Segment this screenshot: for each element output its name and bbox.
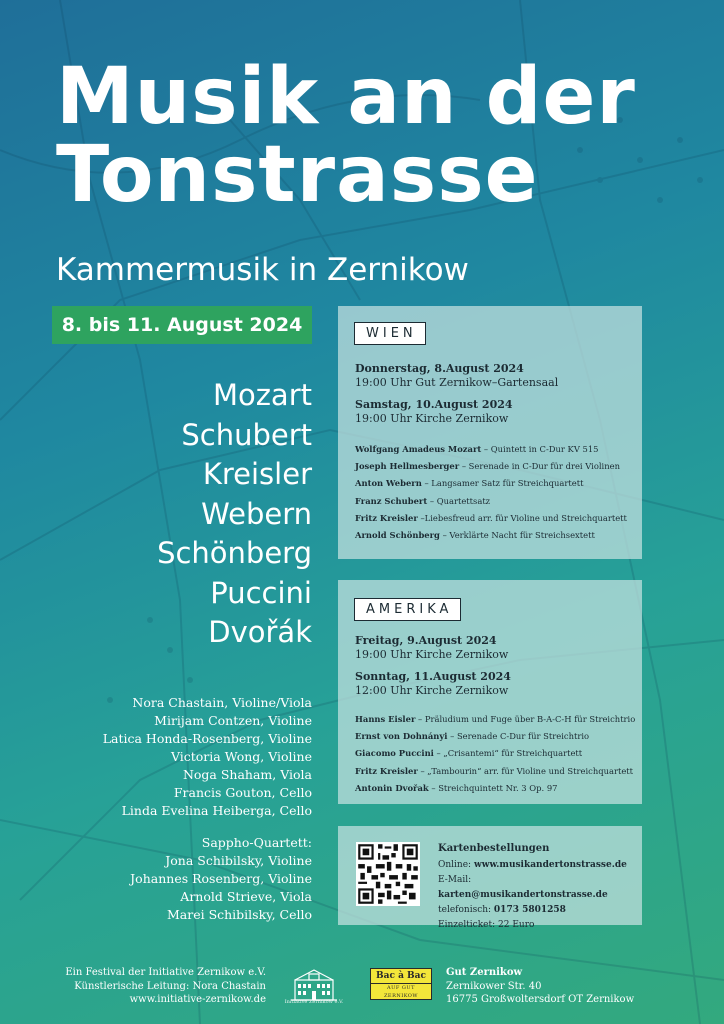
musician-entry: Francis Gouton, Cello [173, 785, 312, 800]
email-line [438, 873, 642, 903]
work-composer: Giacomo Puccini [355, 748, 434, 759]
work-composer: Anton Webern [355, 478, 422, 489]
work-title: – Quartettsatz [427, 495, 491, 506]
bac-a-bac-logo [370, 968, 432, 1000]
musician-list [103, 694, 312, 820]
work-composer: Wolfgang Amadeus Mozart [355, 444, 482, 454]
title-line-2: Tonstrasse [56, 130, 539, 220]
event-date: Samstag, 10.August 2024 [355, 398, 513, 411]
qr-code-icon[interactable] [356, 842, 420, 906]
composer-name: Kreisler [202, 457, 312, 491]
email-label: E-Mail: [438, 875, 472, 885]
bac-logo-name: Bac à Bac [376, 971, 426, 981]
work-item [355, 510, 627, 527]
musician-entry: Noga Shaham, Viola [182, 767, 312, 782]
website-link[interactable]: www.musikandertonstrasse.de [473, 860, 627, 870]
composer-name: Mozart [212, 378, 312, 412]
work-item [355, 493, 627, 510]
online-line [438, 858, 642, 873]
venue-name: Gut Zernikow [446, 967, 523, 978]
footer-line: Ein Festival der Initiative Zernikow e.V. [65, 967, 266, 978]
title-line-1: Musik an der [56, 52, 636, 142]
date-badge: 8. bis 11. August 2024 [52, 306, 312, 344]
subtitle: Kammermusik in Zernikow [56, 252, 469, 288]
quartet-list [130, 834, 312, 924]
composer-name: Dvořák [208, 615, 312, 649]
event-entry [355, 670, 511, 698]
event-time-place: 12:00 Uhr Kirche Zernikow [355, 684, 509, 697]
work-composer: Fritz Kreisler [355, 765, 418, 776]
phone-number: 0173 5801258 [493, 905, 566, 915]
work-item [355, 458, 627, 475]
quartet-member: Johannes Rosenberg, Violine [130, 871, 312, 886]
footer-line: Künstlerische Leitung: Nora Chastain [74, 980, 266, 992]
poster-title [56, 52, 636, 220]
work-composer: Arnold Schönberg [355, 530, 440, 541]
musician-entry: Mirijam Contzen, Violine [154, 713, 312, 728]
composer-name: Schubert [181, 417, 312, 452]
footer-website-link[interactable]: www.initiative-zernikow.de [129, 994, 266, 1005]
ticket-price: Einzelticket: 22 Euro [438, 920, 535, 930]
phone-line [438, 903, 642, 918]
quartet-member: Jona Schibilsky, Violine [165, 853, 312, 868]
work-title: – Serenade C-Dur für Streichtrio [447, 731, 590, 742]
venue-street: Zernikower Str. 40 [446, 980, 542, 992]
musician-entry: Latica Honda-Rosenberg, Violine [102, 731, 312, 746]
event-entry [355, 362, 558, 390]
work-title: – „Tambourin“ arr. für Violine und Streichquartett [417, 765, 634, 776]
quartet-member: Arnold Strieve, Viola [180, 889, 312, 904]
event-time-place: 19:00 Uhr Gut Zernikow–Gartensaal [355, 376, 559, 389]
work-composer: Franz Schubert [355, 495, 428, 506]
work-item [355, 527, 627, 544]
event-date: Donnerstag, 8.August 2024 [355, 362, 524, 375]
composer-name: Puccini [210, 575, 312, 610]
composer-name: Webern [201, 496, 312, 531]
phone-label: telefonisch: [438, 905, 494, 915]
program-label: WIEN [354, 322, 426, 345]
tickets-title: Kartenbestellungen [438, 843, 550, 854]
composer-name: Schönberg [157, 536, 312, 570]
musician-entry: Nora Chastain, Violine/Viola [132, 695, 312, 710]
work-title: – Verklärte Nacht für Streichsextett [439, 530, 595, 541]
work-list [355, 441, 627, 544]
event-time-place: 19:00 Uhr Kirche Zernikow [355, 648, 509, 661]
composer-list [157, 376, 312, 653]
initiative-logo-caption: Initiative Zernikow e.V. [284, 999, 344, 1005]
work-composer: Hanns Eisler [355, 714, 416, 724]
footer-venue [446, 966, 634, 1007]
program-panel-amerika [338, 580, 642, 804]
work-list [355, 711, 635, 797]
event-date: Sonntag, 11.August 2024 [355, 670, 511, 683]
event-date: Freitag, 9.August 2024 [355, 634, 497, 647]
program-panel-wien [338, 306, 642, 559]
work-item [355, 711, 635, 728]
venue-city: 16775 Großwoltersdorf OT Zernikow [446, 994, 635, 1005]
email-link[interactable]: karten@musikandertonstrasse.de [438, 890, 608, 900]
work-title: – Serenade in C-Dur für drei Violinen [459, 461, 620, 472]
event-entry [355, 634, 508, 662]
work-title: – Streichquintett Nr. 3 Op. 97 [428, 782, 558, 793]
online-label: Online: [438, 860, 474, 870]
musician-entry: Linda Evelina Heiberga, Cello [121, 803, 312, 818]
work-item [355, 441, 627, 458]
event-entry [355, 398, 513, 426]
quartet-name: Sappho-Quartett: [201, 835, 312, 850]
footer-organizer [65, 966, 266, 1007]
work-title: – Langsamer Satz für Streichquartett [421, 478, 584, 489]
work-title: – „Crisantemi“ für Streichquartett [433, 748, 583, 759]
work-title: – Quintett in C-Dur KV 515 [481, 444, 599, 454]
work-composer: Antonin Dvořak [355, 782, 429, 793]
work-item [355, 763, 635, 780]
work-item [355, 745, 635, 762]
work-composer: Ernst von Dohnányi [355, 731, 448, 742]
work-composer: Joseph Hellmesberger [355, 461, 460, 472]
musician-entry: Victoria Wong, Violine [170, 749, 312, 764]
event-time-place: 19:00 Uhr Kirche Zernikow [355, 412, 509, 425]
work-item [355, 475, 627, 492]
program-label: AMERIKA [354, 598, 461, 621]
bac-logo-sub: AUF GUT ZERNIKOW [371, 983, 431, 1000]
work-title: –Liebesfreud arr. für Violine und Streichquartett [417, 512, 627, 523]
work-item [355, 780, 635, 797]
work-title: – Präludium und Fuge über B-A-C-H für Streichtrio [415, 714, 636, 724]
work-composer: Fritz Kreisler [355, 512, 418, 523]
ticket-info [438, 840, 642, 933]
quartet-member: Marei Schibilsky, Cello [166, 907, 312, 922]
tickets-panel [338, 826, 642, 930]
work-item [355, 728, 635, 745]
